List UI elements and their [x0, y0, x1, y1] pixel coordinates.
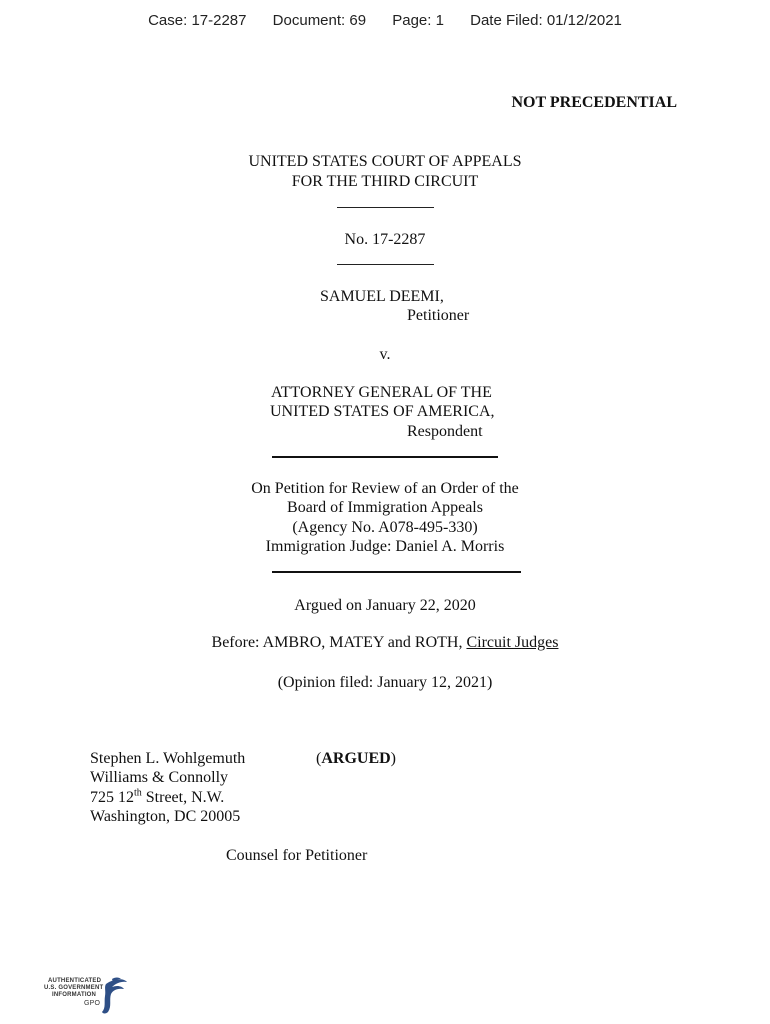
divider-long-1	[272, 456, 498, 458]
argued-marker	[316, 749, 396, 769]
counsel-street	[90, 788, 224, 808]
petition-line1: On Petition for Review of an Order of the	[251, 480, 519, 497]
petitioner-name: SAMUEL DEEMI,	[320, 288, 444, 305]
case-number: No. 17-2287	[344, 231, 426, 248]
argued-label: ARGUED	[321, 750, 391, 767]
opinion-filed-date: (Opinion filed: January 12, 2021)	[277, 674, 493, 691]
divider-long-2	[272, 571, 521, 573]
logo-line-3: INFORMATION	[52, 992, 97, 998]
date-filed-header: Date Filed: 01/12/2021	[470, 12, 622, 29]
street-ordinal: th	[134, 787, 142, 799]
argued-close-paren: )	[390, 750, 396, 767]
divider-short-1	[337, 207, 434, 208]
counsel-name: Stephen L. Wohlgemuth	[90, 750, 246, 767]
eagle-icon	[100, 976, 130, 1018]
respondent-line2: UNITED STATES OF AMERICA,	[270, 403, 495, 420]
petitioner-role: Petitioner	[407, 307, 470, 324]
street-number: 725 12	[90, 789, 134, 806]
argued-date: Argued on January 22, 2020	[294, 597, 476, 614]
counsel-role: Counsel for Petitioner	[226, 847, 368, 864]
argued-open-paren: (	[316, 750, 322, 767]
respondent-line1: ATTORNEY GENERAL OF THE	[271, 384, 492, 401]
page-number-header: Page: 1	[392, 12, 444, 29]
document-number-header: Document: 69	[272, 12, 367, 29]
court-name-line2: FOR THE THIRD CIRCUIT	[291, 173, 479, 190]
panel-judges	[0, 633, 770, 653]
logo-line-4: GPO	[84, 1000, 101, 1007]
panel-judges-title: Circuit Judges	[466, 634, 559, 651]
immigration-judge: Immigration Judge: Daniel A. Morris	[265, 538, 505, 555]
versus: v.	[379, 346, 391, 363]
filing-header	[0, 12, 770, 29]
agency-number: (Agency No. A078-495-330)	[292, 519, 478, 536]
counsel-firm: Williams & Connolly	[90, 769, 229, 786]
case-number-header: Case: 17-2287	[148, 12, 247, 29]
court-name-line1: UNITED STATES COURT OF APPEALS	[248, 153, 522, 170]
petition-line2: Board of Immigration Appeals	[287, 499, 483, 516]
logo-line-1: AUTHENTICATED	[48, 978, 102, 984]
precedential-status: NOT PRECEDENTIAL	[511, 94, 677, 111]
logo-line-2: U.S. GOVERNMENT	[44, 985, 104, 991]
divider-short-2	[337, 264, 434, 265]
panel-judges-prefix: Before: AMBRO, MATEY and ROTH,	[211, 634, 467, 651]
counsel-city: Washington, DC 20005	[90, 808, 241, 825]
street-name: Street, N.W.	[141, 789, 225, 806]
respondent-role: Respondent	[407, 423, 483, 440]
gpo-authentication-logo	[44, 976, 130, 1018]
